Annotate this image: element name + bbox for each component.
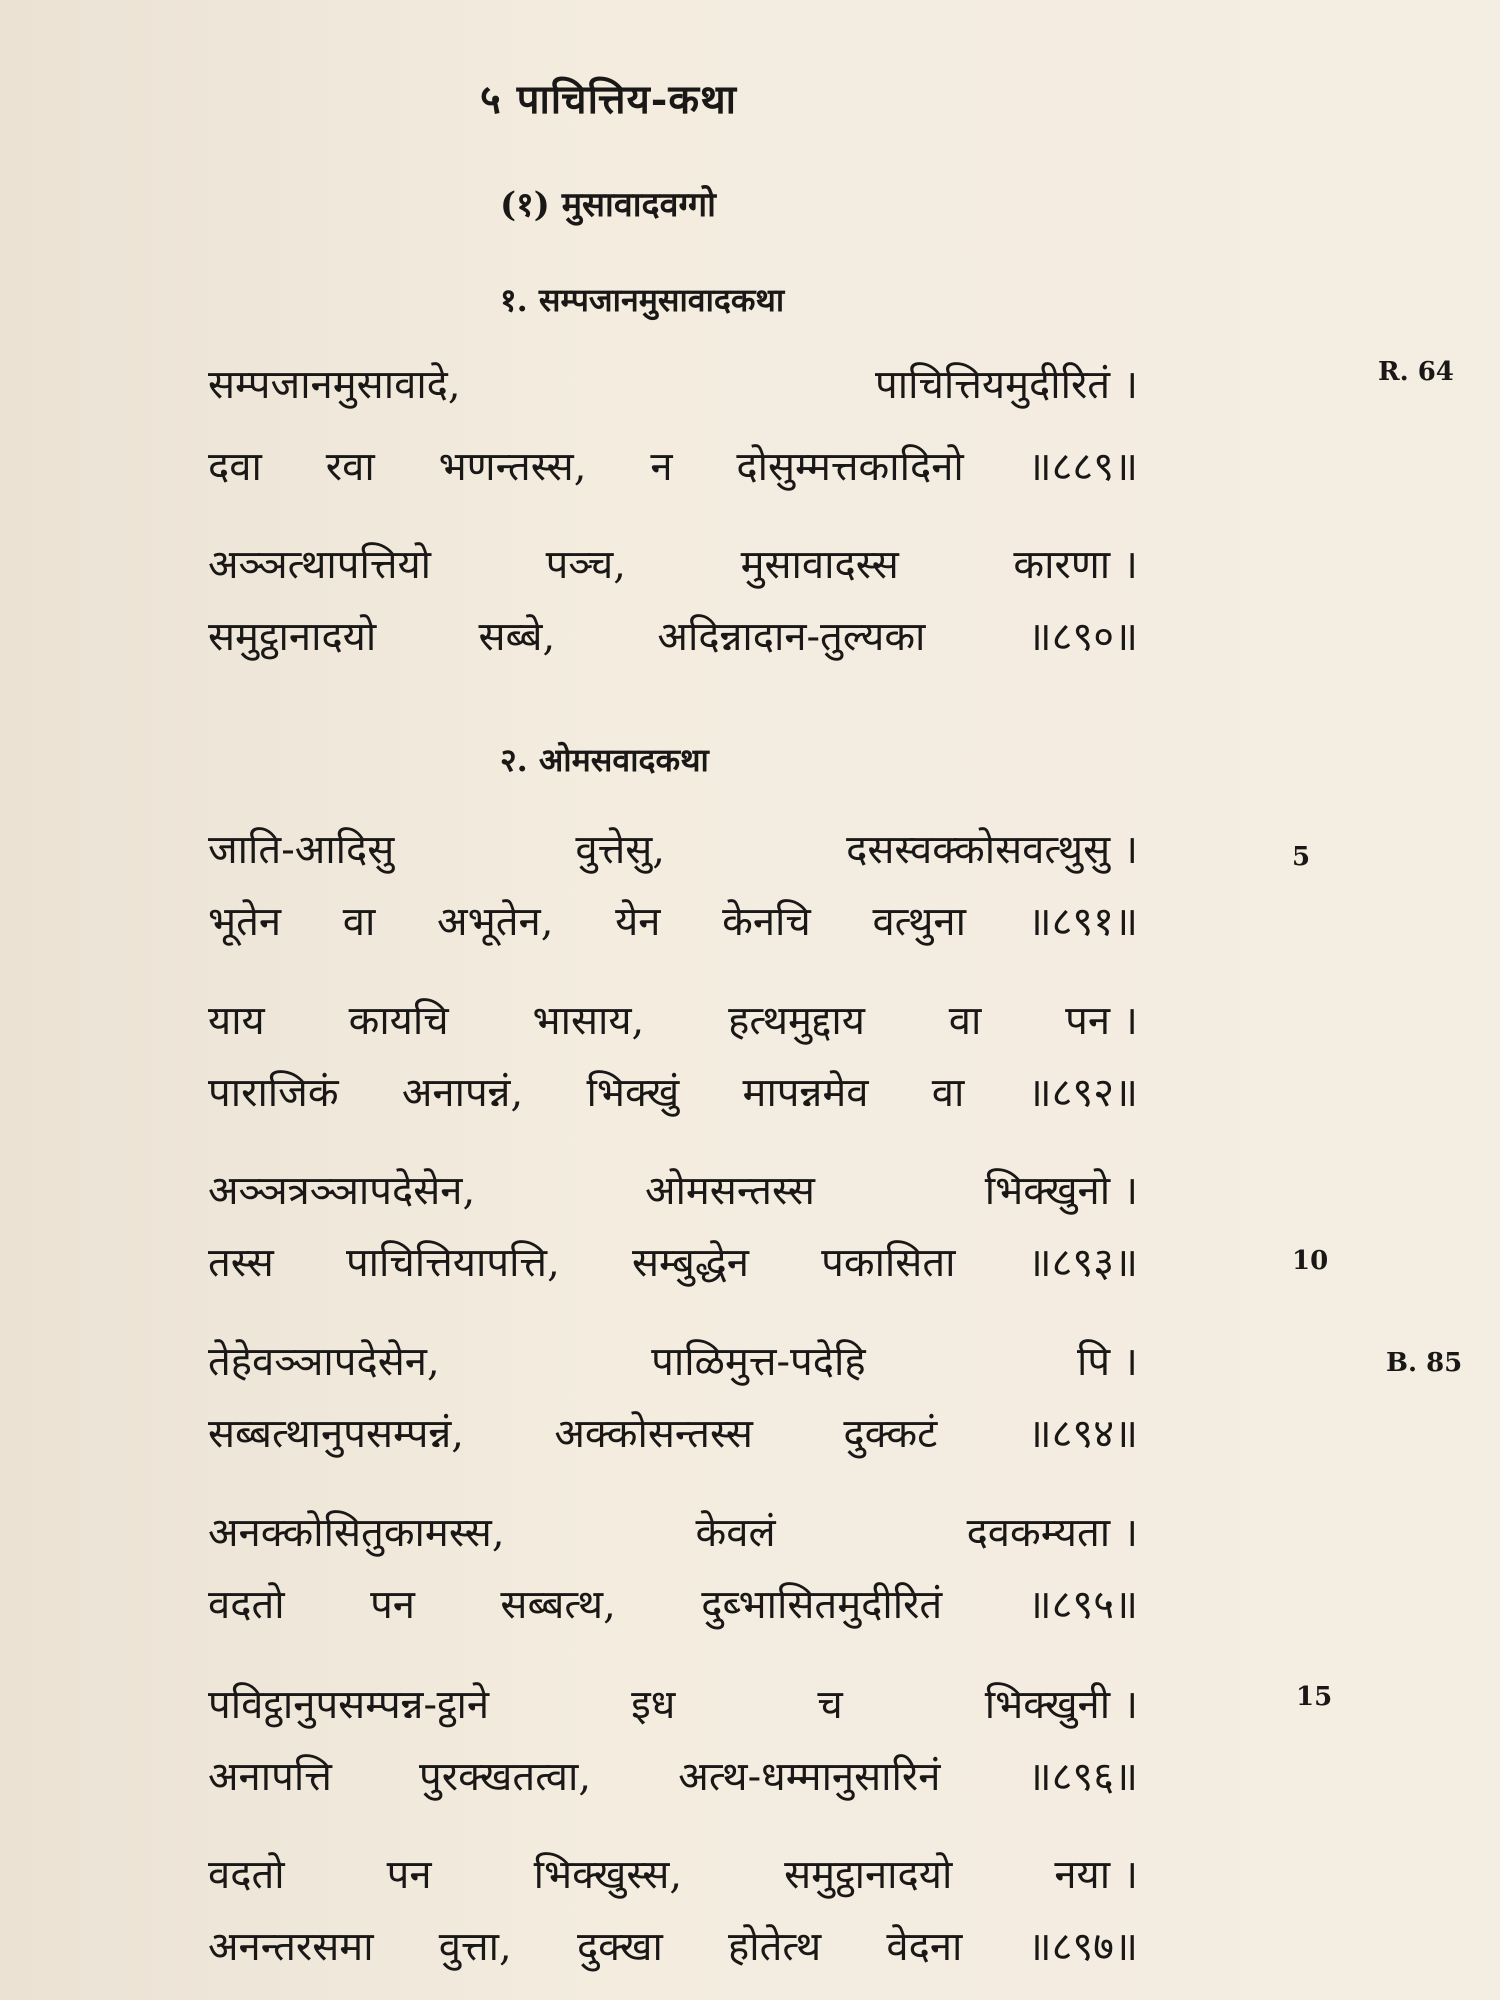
verse-word: जाति-आदिसु: [208, 827, 395, 873]
chapter-title: ५ पाचित्तिय-कथा: [480, 76, 738, 123]
verse-number: ॥८९१॥: [1027, 899, 1138, 945]
verse-line-17: [208, 1850, 1138, 1900]
verse-word: सब्बत्थ,: [500, 1582, 616, 1628]
verse-word: सब्बे,: [478, 614, 556, 660]
verse-word: सम्पजानमुसावादे,: [208, 362, 461, 408]
verse-word: पाचित्तियमुदीरितं ।: [875, 362, 1138, 408]
verse-word: वदतो: [208, 1582, 285, 1628]
verse-line-6: [208, 897, 1138, 947]
verse-word: दुब्भासितमुदीरितं: [701, 1582, 943, 1628]
verse-number: ॥८९२॥: [1027, 1070, 1138, 1116]
verse-word: अनापत्ति: [208, 1754, 332, 1800]
verse-number: ॥८९६॥: [1027, 1754, 1138, 1800]
verse-word: तेहेवञ्ञापदेसेन,: [208, 1339, 440, 1385]
verse-line-15: [208, 1680, 1138, 1730]
verse-word: अनापन्नं,: [401, 1070, 524, 1116]
verse-line-1: [208, 360, 1138, 410]
verse-word: दुक्खा: [576, 1924, 663, 1970]
margin-ref-r64: R. 64: [1378, 357, 1454, 387]
section-title-2: २. ओमसवादकथा: [500, 741, 709, 779]
verse-word: अञ्ञत्रञ्ञापदेसेन,: [208, 1168, 476, 1214]
verse-line-5: [208, 825, 1138, 875]
verse-line-9: [208, 1166, 1138, 1216]
verse-line-8: [208, 1068, 1138, 1118]
vagga-title: (१) मुसावादवग्गो: [500, 185, 716, 225]
verse-word: पाळिमुत्त-पदेहि: [651, 1339, 866, 1385]
verse-word: दवकम्यता ।: [966, 1510, 1138, 1556]
verse-word: पविट्ठानुपसम्पन्न-ट्ठाने: [208, 1682, 490, 1728]
verse-number: ॥८८९॥: [1027, 444, 1138, 490]
verse-word: अक्कोसन्तस्स: [554, 1411, 753, 1457]
verse-word: न: [650, 444, 673, 490]
verse-word: हत्थमुद्दाय: [728, 998, 865, 1044]
verse-line-18: [208, 1922, 1138, 1972]
verse-word: भिक्खुस्स,: [533, 1852, 683, 1898]
verse-word: अत्थ-धम्मानुसारिनं: [678, 1754, 941, 1800]
verse-word: वदतो: [208, 1852, 285, 1898]
verse-line-2: [208, 442, 1138, 492]
verse-word: वा: [931, 1070, 965, 1116]
verse-number: ॥८९७॥: [1027, 1924, 1138, 1970]
verse-line-16: [208, 1752, 1138, 1802]
verse-word: कारणा ।: [1013, 542, 1138, 588]
verse-word: पन ।: [1065, 998, 1138, 1044]
verse-number: ॥८९४॥: [1027, 1411, 1138, 1457]
verse-word: वुत्तेसु,: [575, 827, 665, 873]
verse-line-7: [208, 996, 1138, 1046]
verse-word: पाचित्तियापत्ति,: [345, 1240, 560, 1286]
verse-word: मापन्नमेव: [742, 1070, 869, 1116]
verse-word: मुसावादस्स: [740, 542, 899, 588]
verse-number: ॥८९०॥: [1027, 614, 1138, 660]
margin-line-number-5: 5: [1292, 842, 1311, 872]
verse-word: वेदना: [886, 1924, 963, 1970]
verse-word: होतेत्थ: [728, 1924, 822, 1970]
verse-word: पकासिता: [821, 1240, 956, 1286]
verse-word: भिक्खुनी ।: [984, 1682, 1138, 1728]
verse-line-10: [208, 1238, 1138, 1288]
verse-word: समुट्ठानादयो: [208, 614, 377, 660]
verse-word: इध: [631, 1682, 676, 1728]
verse-word: पाराजिकं: [208, 1070, 339, 1116]
verse-word: वा: [948, 998, 982, 1044]
verse-word: वत्थुना: [872, 899, 966, 945]
verse-word: अभूतेन,: [437, 899, 554, 945]
verse-word: केनचि: [722, 899, 811, 945]
verse-word: भणन्तस्स,: [438, 444, 587, 490]
verse-word: वा: [342, 899, 376, 945]
verse-word: च: [817, 1682, 843, 1728]
verse-line-12: [208, 1409, 1138, 1459]
section-title-1: १. सम्पजानमुसावादकथा: [500, 281, 785, 319]
verse-word: भिक्खुं: [586, 1070, 680, 1116]
verse-word: पन: [370, 1582, 415, 1628]
verse-line-13: [208, 1508, 1138, 1558]
verse-word: सम्बुद्धेन: [631, 1240, 749, 1286]
verse-word: रवा: [325, 444, 375, 490]
verse-word: पञ्च,: [545, 542, 626, 588]
verse-word: तस्स: [208, 1240, 274, 1286]
verse-word: वुत्ता,: [438, 1924, 512, 1970]
verse-line-4: [208, 612, 1138, 662]
verse-number: ॥८९५॥: [1027, 1582, 1138, 1628]
verse-word: समुट्ठानादयो: [784, 1852, 953, 1898]
verse-word: पुरक्खतत्वा,: [419, 1754, 592, 1800]
verse-word: भूतेन: [208, 899, 282, 945]
verse-word: दुक्कटं: [843, 1411, 938, 1457]
verse-word: दसस्वक्कोसवत्थुसु ।: [846, 827, 1138, 873]
verse-word: अञ्ञत्थापत्तियो: [208, 542, 432, 588]
verse-word: पन: [386, 1852, 432, 1898]
verse-word: भासाय,: [532, 998, 645, 1044]
margin-line-number-15: 15: [1296, 1682, 1333, 1712]
verse-word: भिक्खुनो ।: [984, 1168, 1138, 1214]
verse-word: याय: [208, 998, 265, 1044]
verse-word: पि ।: [1077, 1339, 1138, 1385]
verse-word: कायचि: [348, 998, 449, 1044]
verse-word: अनक्कोसितुकामस्स,: [208, 1510, 505, 1556]
verse-word: ओमसन्तस्स: [644, 1168, 815, 1214]
verse-word: केवलं: [695, 1510, 776, 1556]
verse-line-14: [208, 1580, 1138, 1630]
verse-word: सब्बत्थानुपसम्पन्नं,: [208, 1411, 464, 1457]
margin-ref-b85: B. 85: [1386, 1348, 1463, 1378]
verse-word: येन: [615, 899, 661, 945]
verse-line-3: [208, 540, 1138, 590]
verse-number: ॥८९३॥: [1027, 1240, 1138, 1286]
verse-word: अनन्तरसमा: [208, 1924, 374, 1970]
verse-line-11: [208, 1337, 1138, 1387]
verse-word: अदिन्नादान-तुल्यका: [657, 614, 926, 660]
margin-line-number-10: 10: [1292, 1246, 1329, 1276]
verse-word: दवा: [208, 444, 262, 490]
verse-word: नया ।: [1054, 1852, 1138, 1898]
verse-word: दोसुम्मत्तकादिनो: [736, 444, 964, 490]
